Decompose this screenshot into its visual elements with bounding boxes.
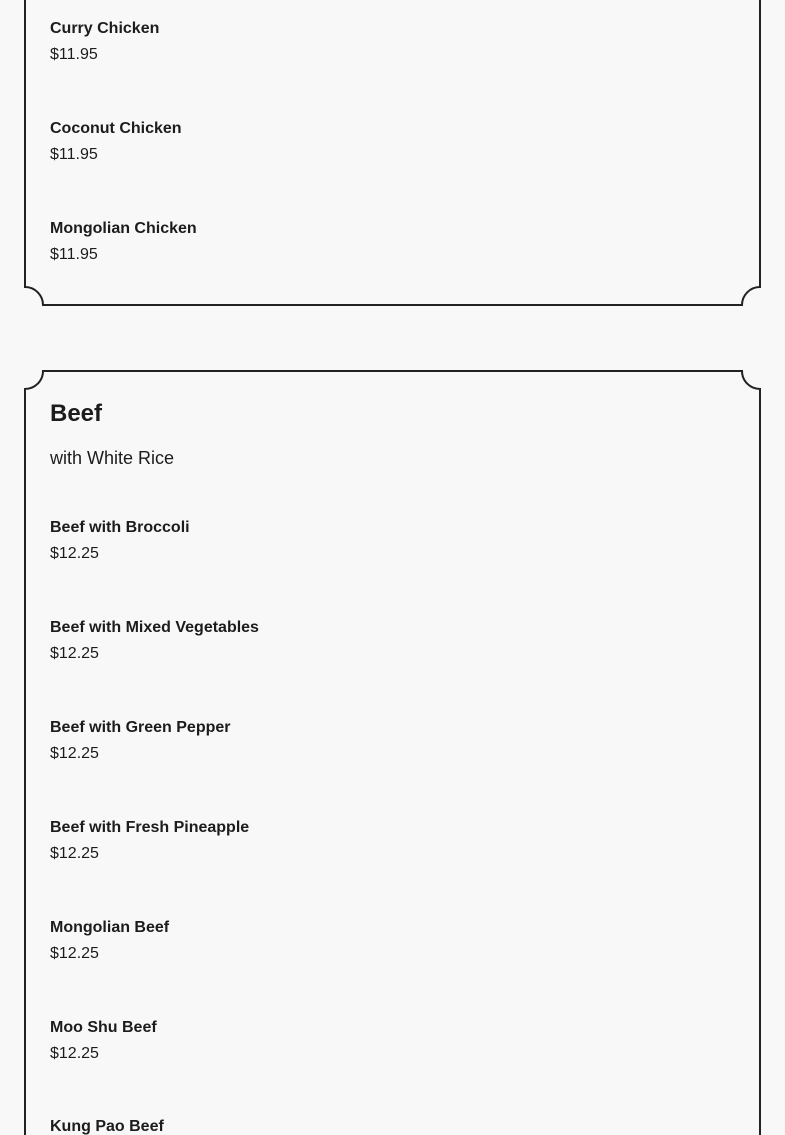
menu-item-price: $12.25 [50, 1045, 99, 1062]
menu-item[interactable] [50, 19, 159, 65]
menu-item[interactable] [50, 718, 231, 764]
menu-item-name: Curry Chicken [50, 20, 160, 37]
menu-item-name: Moo Shu Beef [50, 1019, 157, 1036]
menu-item-name: Coconut Chicken [50, 120, 182, 137]
menu-item[interactable] [50, 1117, 164, 1135]
menu-item[interactable] [50, 918, 169, 964]
menu-item-name: Mongolian Chicken [50, 220, 197, 237]
menu-item-price: $12.25 [50, 745, 99, 762]
section-title: Beef [50, 400, 103, 427]
menu-item-name: Beef with Mixed Vegetables [50, 619, 259, 636]
menu-item[interactable] [50, 518, 190, 564]
menu-item-name: Beef with Broccoli [50, 519, 190, 536]
menu-item-price: $12.25 [50, 545, 99, 562]
menu-item-price: $12.25 [50, 845, 99, 862]
menu-item-name: Beef with Fresh Pineapple [50, 819, 250, 836]
menu-item-name: Kung Pao Beef [50, 1118, 164, 1135]
menu-item[interactable] [50, 818, 249, 864]
menu-item[interactable] [50, 219, 197, 265]
menu-item[interactable] [50, 119, 182, 165]
menu-item-price: $12.25 [50, 645, 99, 662]
menu-item[interactable] [50, 1018, 157, 1064]
menu-item-price: $11.95 [50, 146, 98, 163]
menu-item-price: $11.95 [50, 46, 98, 63]
menu-item-name: Mongolian Beef [50, 919, 170, 936]
menu-item[interactable] [50, 618, 259, 664]
section-subtitle: with White Rice [50, 448, 175, 468]
menu-item-price: $11.95 [50, 246, 98, 263]
menu-item-name: Beef with Green Pepper [50, 719, 231, 736]
menu-item-price: $12.25 [50, 945, 99, 962]
